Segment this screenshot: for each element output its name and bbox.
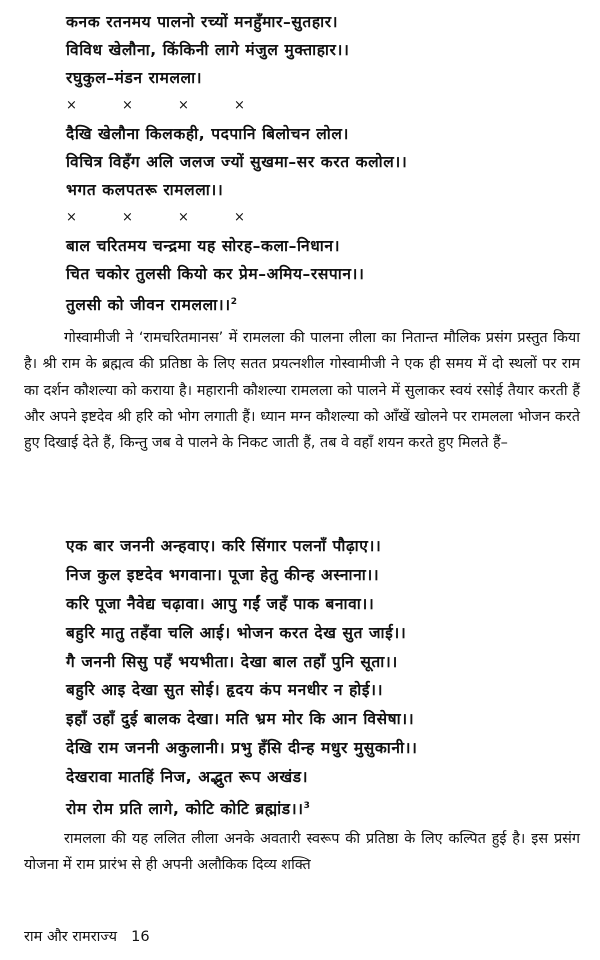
verse-separator: × × × × bbox=[66, 98, 245, 113]
verse-line: रघुकुल–मंडन रामलला। bbox=[66, 69, 203, 87]
verse-line: दैखि खेलौना किलकही, पदपानि बिलोचन लोल। bbox=[66, 125, 350, 143]
footnote-marker: 2 bbox=[230, 297, 238, 307]
verse-line-last bbox=[66, 288, 600, 316]
body-paragraph-2: रामलला की यह ललित लीला अनके अवतारी स्वरूप की प्रतिष्ठा के लिए कल्पित हुई है। इस प्रसंग योजना में राम प्रारंभ से ही अपनी अलौकिक दिव्य शक्ति bbox=[24, 831, 580, 874]
verse-line-last bbox=[66, 792, 600, 821]
verse-line: बहुरि आइ देखा सुत सोई। हृदय कंप मनधीर न होई।। bbox=[66, 681, 384, 700]
page-footer bbox=[24, 926, 150, 946]
verse-line: चित चकोर तुलसी कियो कर प्रेम–अमिय–रसपान।। bbox=[66, 265, 365, 283]
book-title: राम और रामराज्य bbox=[24, 929, 118, 945]
verse-line: इहाँ उहाँ दुई बालक देखा। मति भ्रम मोर कि आन विसेषा।। bbox=[66, 710, 415, 729]
page-number: 16 bbox=[131, 929, 150, 945]
verse-line: करि पूजा नैवेद्य चढ़ावा। आपु गईं जहँ पाक बनावा।। bbox=[66, 594, 375, 613]
verse-block-2 bbox=[66, 532, 600, 821]
verse-line: गै जननी सिसु पहँ भयभीता। देखा बाल तहाँ पुनि सूता।। bbox=[66, 652, 398, 671]
verse-block-1 bbox=[66, 8, 600, 316]
verse-line: एक बार जननी अन्हवाए। करि सिंगार पलनाँ पौढ़ाए।। bbox=[66, 537, 382, 555]
footnote-marker: 3 bbox=[303, 801, 311, 812]
verse-line: देखि राम जननी अकुलानी। प्रभु हँसि दीन्ह मधुर मुसुकानी।। bbox=[66, 739, 418, 758]
body-paragraph-1: गोस्वामीजी ने ‘रामचरितमानस’ में रामलला की पालना लीला का नितान्त मौलिक प्रसंग प्रस्तुत किया है। श्री राम के ब्रह्मत्व की प्रतिष्ठा के लिए सतत प्रयत्नशील गोस्वामीजी ने एक ही समय में दो स्थलों पर राम का दर्शन कौशल्या को कराया है। महारानी कौशल्या रामलला को पालने में सुलाकर स्वयं रसोई तैयार करती हैं और अपने इष्टदेव श्री हरि को भोग लगाती हैं। ध्यान मग्न कौशल्या को आँखें खोलने पर रामलला भोजन करते हुए दिखाई देते हैं, किन्तु जब वे पालने के निकट जाती हैं, तब वे वहाँ शयन करते हुए मिलते हैं– bbox=[24, 330, 580, 452]
verse-line: बाल चरितमय चन्द्रमा यह सोरह–कला–निधान। bbox=[66, 237, 341, 255]
verse-line: बहुरि मातु तहँवा चलि आई। भोजन करत देख सुत जाई।। bbox=[66, 623, 407, 642]
verse-text: रोम रोम प्रति लागे, कोटि कोटि ब्रह्मांड।। bbox=[66, 800, 304, 819]
verse-line: देखरावा मातहिं निज, अद्भुत रूप अखंड। bbox=[66, 768, 309, 787]
verse-line: निज कुल इष्टदेव भगवाना। पूजा हेतु कीन्ह अस्नाना।। bbox=[66, 565, 380, 584]
verse-line: कनक रतनमय पालनो रच्यों मनहुँमार–सुतहार। bbox=[66, 13, 339, 31]
verse-text: तुलसी को जीवन रामलला।। bbox=[66, 296, 231, 315]
verse-line: विचित्र विहँग अलि जलज ज्यों सुखमा–सर करत कलोल।। bbox=[66, 153, 408, 171]
verse-line: विविध खेलौना, किंकिनी लागे मंजुल मुक्ताहार।। bbox=[66, 41, 350, 59]
verse-separator: × × × × bbox=[66, 210, 245, 225]
verse-line: भगत कलपतरू रामलला।। bbox=[66, 181, 224, 199]
